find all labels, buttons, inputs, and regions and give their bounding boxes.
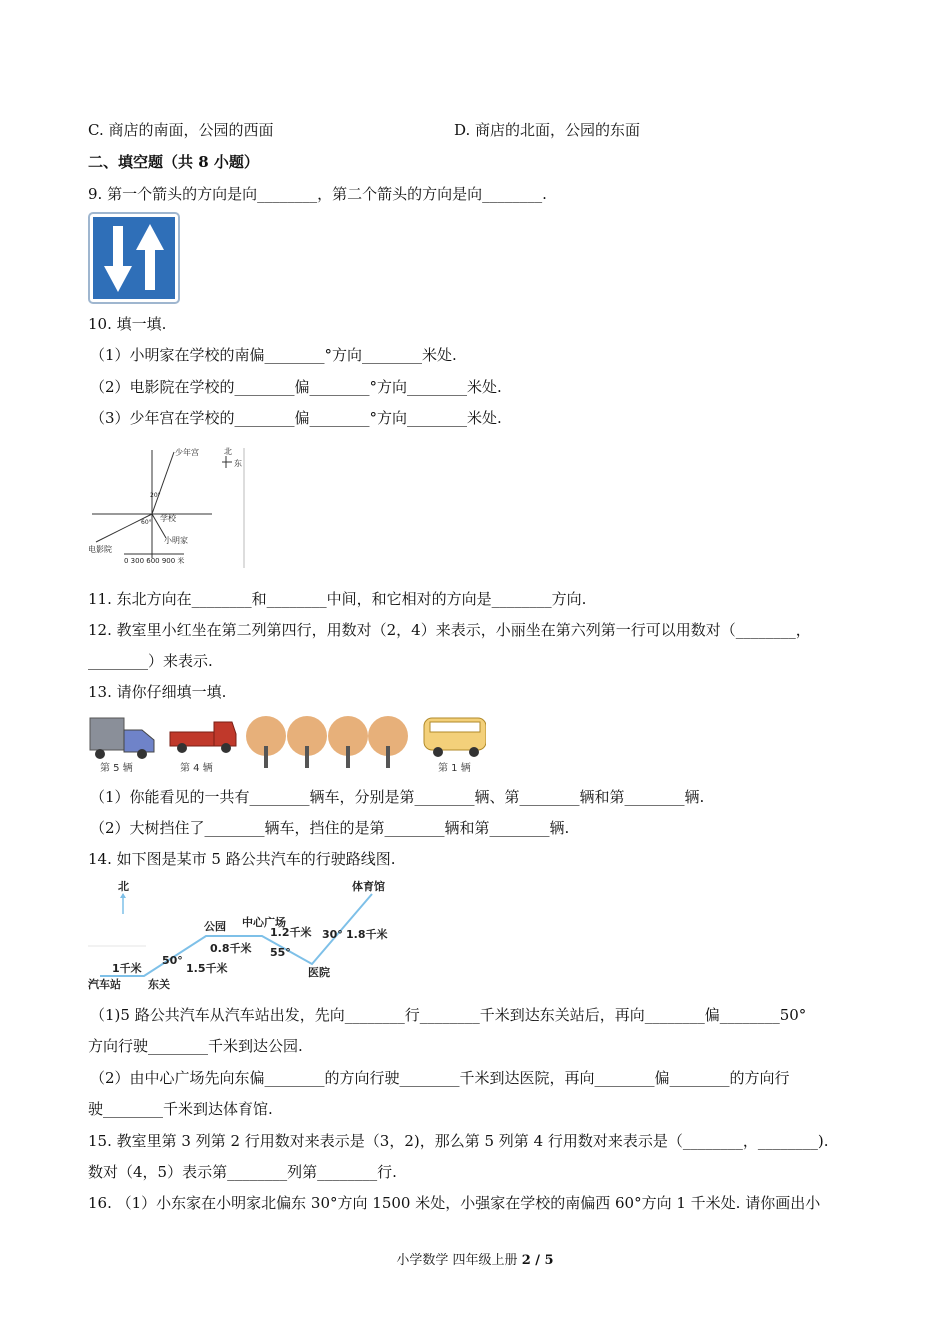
question-13-line-1: （1）你能看见的一共有________辆车，分别是第________辆、第________辆和第________辆. <box>90 788 705 806</box>
caption-car-1: 第 1 辆 <box>438 763 471 774</box>
question-13-title: 13. 请你仔细填一填. <box>88 683 227 701</box>
question-11: 11. 东北方向在________和________中间，和它相对的方向是________方向. <box>88 590 587 608</box>
question-14-title: 14. 如下图是某市 5 路公共汽车的行驶路线图. <box>88 850 396 868</box>
question-12-line-2: ________）来表示. <box>88 652 213 670</box>
truck-icon <box>90 718 154 759</box>
label-xuexiao: 学校 <box>160 514 176 523</box>
direction-map-figure <box>86 442 256 576</box>
label-a30: 30° <box>322 928 343 941</box>
question-12-line-1: 12. 教室里小红坐在第二列第四行，用数对（2，4）来表示，小丽坐在第六列第一行可以用数对（________， <box>88 621 811 639</box>
label-shaoniangong: 少年宫 <box>175 448 199 457</box>
caption-car-4: 第 4 辆 <box>180 763 213 774</box>
question-10-line-3: （3）少年宫在学校的________偏________°方向________米处. <box>90 409 502 427</box>
label-xiaomingjia: 小明家 <box>164 536 188 545</box>
label-angle-b: 60° <box>141 519 152 526</box>
label-d08: 0.8千米 <box>210 942 252 955</box>
page-number: 2 / 5 <box>521 1253 554 1268</box>
label-dong: 东 <box>234 459 242 468</box>
question-14-line-3: （2）由中心广场先向东偏________的方向行驶________千米到达医院，再向________偏________的方向行 <box>90 1069 790 1087</box>
pickup-truck-icon <box>170 722 236 753</box>
label-d12: 1.2千米 <box>270 926 312 939</box>
section-title: 二、填空题（共 8 小题） <box>88 153 259 171</box>
cars-trees-figure <box>86 710 486 780</box>
bus-route-figure <box>86 876 406 1000</box>
bus-icon <box>424 718 486 757</box>
question-14-line-4: 驶________千米到达体育馆. <box>88 1100 273 1118</box>
label-gongyuan: 公园 <box>204 920 226 933</box>
label-a50: 50° <box>162 954 183 967</box>
arrow-sign-figure <box>88 212 180 308</box>
question-10-line-2: （2）电影院在学校的________偏________°方向________米处. <box>90 378 502 396</box>
option-d: D. 商店的北面，公园的东面 <box>454 121 641 139</box>
question-16: 16. （1）小东家在小明家北偏东 30°方向 1500 米处，小强家在学校的南偏西 60°方向 1 千米处. 请你画出小 <box>88 1194 821 1212</box>
question-10-title: 10. 填一填. <box>88 315 167 333</box>
question-14-line-1: （1)5 路公共汽车从汽车站出发，先向________行________千米到达东关站后，再向________偏________50° <box>90 1006 807 1024</box>
label-tiyuguan: 体育馆 <box>352 880 385 893</box>
tree-icon <box>246 716 408 768</box>
label-a55: 55° <box>270 946 291 959</box>
label-yiyuan: 医院 <box>308 966 330 979</box>
question-15-line-2: 数对（4，5）表示第________列第________行. <box>88 1163 397 1181</box>
label-dianyingyuan: 电影院 <box>88 545 112 554</box>
question-9: 9. 第一个箭头的方向是向________，第二个箭头的方向是向________. <box>88 185 547 203</box>
label-d1: 1千米 <box>112 962 142 975</box>
label-d15: 1.5千米 <box>186 962 228 975</box>
label-zhongxin: 中心广场 <box>242 916 286 929</box>
label-dongguan: 东关 <box>148 978 170 991</box>
label-bei: 北 <box>224 447 232 456</box>
question-13-line-2: （2）大树挡住了________辆车，挡住的是第________辆和第________辆. <box>90 819 570 837</box>
caption-car-5: 第 5 辆 <box>100 763 133 774</box>
label-scale: 0 300 600 900 米 <box>124 557 185 565</box>
label-angle-a: 20° <box>150 492 161 499</box>
label-d18: 1.8千米 <box>346 928 388 941</box>
option-c: C. 商店的南面，公园的西面 <box>88 121 274 139</box>
page-footer <box>0 1249 950 1268</box>
label-qichezhan: 汽车站 <box>88 978 121 991</box>
question-15-line-1: 15. 教室里第 3 列第 2 行用数对来表示是（3，2)，那么第 5 列第 4 行用数对来表示是（________，________). <box>88 1132 829 1150</box>
footer-subject: 小学数学 四年级上册 <box>396 1253 522 1268</box>
label-bei: 北 <box>118 880 129 893</box>
question-14-line-2: 方向行驶________千米到达公园. <box>88 1037 303 1055</box>
question-10-line-1: （1）小明家在学校的南偏________°方向________米处. <box>90 346 457 364</box>
